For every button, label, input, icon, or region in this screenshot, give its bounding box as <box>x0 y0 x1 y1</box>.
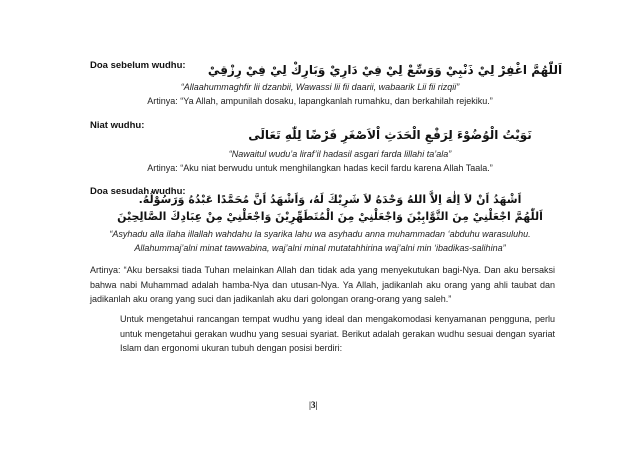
translation-niat-wudhu: Artinya: “Aku niat berwudu untuk menghilangkan hadas kecil fardu karena Allah Taala.” <box>147 163 493 173</box>
arabic-niat-wudhu: نَوَيْتُ الْوُضُوْءَ لِرَفْعِ الْحَدَثِ اْلاَصْغَرِ فَرْضًا لِلّٰهِ تَعَالَى <box>248 128 532 142</box>
transliteration-doa-sesudah-wudhu-line-2: Allahummaj’alni minat tawwabina, waj’alni minal mutatahhirina waj’alni min ‘ibadikas-salihina” <box>134 243 506 253</box>
paragraph-meaning: Artinya: “Aku bersaksi tiada Tuhan melainkan Allah dan tidak ada yang menyekutukan bagi-Nya. Dan aku bersaksi bahwa nabi Muhammad adalah hamba-Nya dan utusan-Nya. Ya Allah, jadikanlah aku orang yang ahli taubat dan jadikanlah aku orang yang suci dan jadikanlah aku dari golongan orang-orang yang saleh.” <box>90 265 555 304</box>
arabic-doa-sebelum-wudhu: اَللّٰهُمَّ اغْفِرْ لِيْ ذَنْبِيْ وَوَسِّعْ لِيْ فِيْ دَارِيْ وَبَارِكْ لِيْ فِيْ رِزْقِيْ <box>207 63 563 77</box>
heading-doa-sesudah-wudhu: Doa sesudah wudhu: <box>90 186 186 197</box>
transliteration-doa-sebelum-wudhu: “Allaahummaghfir lii dzanbii, Wawassi lii fii daarii, wabaarik Lii fii rizqii” <box>180 82 460 92</box>
arabic-doa-sesudah-wudhu-line-2: اَللّٰهُمَّ اجْعَلْنِيْ مِنَ التَّوَّابِيْنَ وَاجْعَلْنِيْ مِنَ الْمُتَطَهِّرِيْنَ وَاجْعَلْنِيْ مِنْ عِبَادِكَ الصَّالِحِيْنَ <box>117 210 543 223</box>
transliteration-doa-sesudah-wudhu-line-1: “Asyhadu alla ilaha illallah wahdahu la syarika lahu wa asyhadu anna muhammadan ‘abduhu warasuluhu. <box>109 229 531 239</box>
arabic-doa-sesudah-wudhu-line-1: اَشْهَدُ اَنْ لاَ اِلٰهَ اِلاَّ اللهُ وَحْدَهُ لاَ شَرِيْكَ لَهُ، وَاَشْهَدُ اَنَّ مُحَمَّدًا عَبْدُهُ وَرَسُوْلُهُ. <box>138 193 522 206</box>
paragraph-purpose: Untuk mengetahui rancangan tempat wudhu yang ideal dan mengakomodasi kenyamanan pengguna, perlu untuk mengetahui gerakan wudhu yang sesuai syariat. Berikut adalah gerakan wudhu sesuai dengan syariat Islam dan ergonomi ukuran tubuh dengan posisi berdiri: <box>120 314 555 353</box>
translation-doa-sebelum-wudhu: Artinya: “Ya Allah, ampunilah dosaku, lapangkanlah rumahku, dan berkahilah rejekiku.” <box>147 96 493 106</box>
page-number: |3| <box>309 400 318 410</box>
heading-doa-sebelum-wudhu: Doa sebelum wudhu: <box>90 60 186 71</box>
heading-niat-wudhu: Niat wudhu: <box>90 120 145 131</box>
transliteration-niat-wudhu: “Nawaitul wudu’a liraf’il hadasil asgari farda lillahi ta’ala” <box>228 149 452 159</box>
